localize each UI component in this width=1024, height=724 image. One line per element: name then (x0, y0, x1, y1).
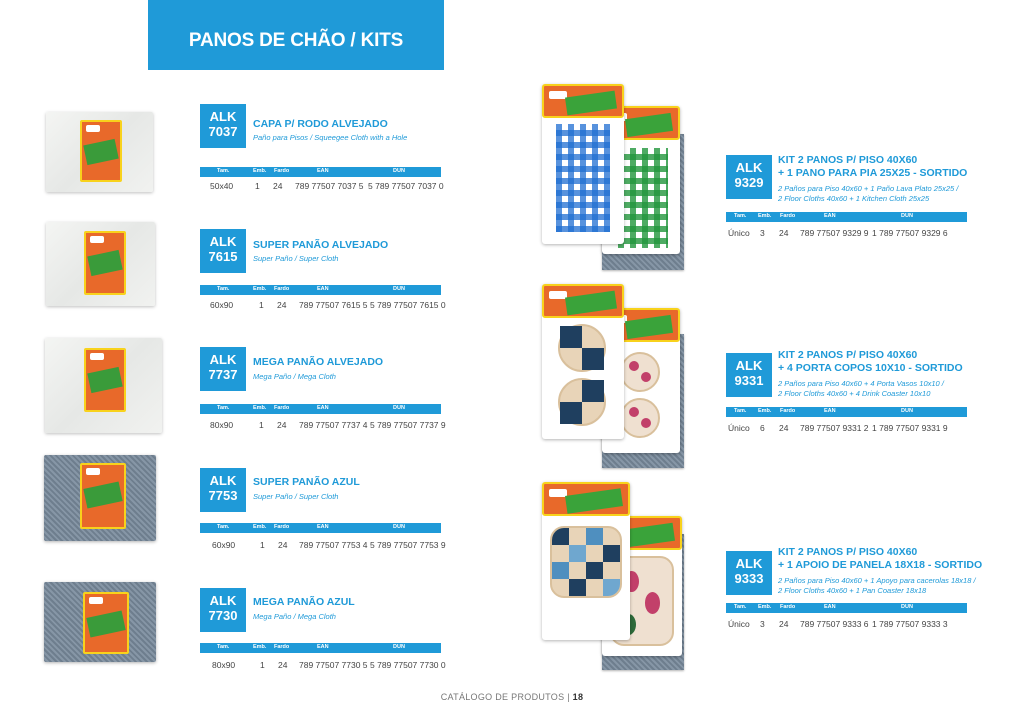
kit-title: + 1 PANO PARA PIA 25X25 - SORTIDO (778, 167, 968, 179)
kit-code-badge: ALK 9333 (726, 551, 772, 595)
product-label-image (84, 231, 126, 295)
product-code-badge: ALK 7615 (200, 229, 246, 273)
product-table-header: Tam. Emb. Fardo EAN DUN (200, 285, 441, 295)
kit-code-badge: ALK 9331 (726, 353, 772, 397)
kit-code-badge: ALK 9329 (726, 155, 772, 199)
kit-photo (542, 482, 692, 672)
product-table-header: Tam. Emb. Fardo EAN DUN (200, 523, 441, 533)
product-subtitle: Paño para Pisos / Squeegee Cloth with a Hole (253, 133, 408, 142)
kit-title: KIT 2 PANOS P/ PISO 40X60 (778, 546, 918, 558)
kit-subtitle: 2 Floor Cloths 40x60 + 1 Pan Coaster 18x18 (778, 586, 927, 595)
product-title: SUPER PANÃO AZUL (253, 476, 360, 488)
product-title: CAPA P/ RODO ALVEJADO (253, 118, 388, 130)
kit-title: + 4 PORTA COPOS 10X10 - SORTIDO (778, 362, 963, 374)
kit-subtitle: 2 Floor Cloths 40x60 + 1 Kitchen Cloth 25x25 (778, 194, 930, 203)
kit-subtitle: 2 Paños para Piso 40x60 + 1 Paño Lava Plato 25x25 / (778, 184, 959, 193)
product-table-row: 50x40 1 24 789 77507 7037 5 5 789 77507 7037 0 (210, 181, 444, 191)
product-title: SUPER PANÃO ALVEJADO (253, 239, 389, 251)
kit-subtitle: 2 Paños para Piso 40x60 + 1 Apoyo para cacerolas 18x18 / (778, 576, 976, 585)
section-title: PANOS DE CHÃO / KITS (188, 30, 404, 51)
product-table-row: 80x90 1 24 789 77507 7730 5 5 789 77507 7730 0 (212, 660, 446, 670)
kit-photo (542, 84, 692, 272)
product-label-image (80, 463, 126, 529)
page-footer (0, 692, 1024, 702)
product-code-badge: ALK 7730 (200, 588, 246, 632)
product-table-header: Tam. Emb. Fardo EAN DUN (200, 404, 441, 414)
section-header (148, 0, 444, 70)
kit-table-header: Tam. Emb. Fardo EAN DUN (726, 212, 967, 222)
product-table-row: 60x90 1 24 789 77507 7753 4 5 789 77507 7753 9 (212, 540, 446, 550)
product-label-image (80, 120, 122, 182)
kit-subtitle: 2 Floor Cloths 40x60 + 4 Drink Coaster 10x10 (778, 389, 931, 398)
product-table-row: 60x90 1 24 789 77507 7615 5 5 789 77507 7615 0 (210, 300, 446, 310)
product-subtitle: Mega Paño / Mega Cloth (253, 372, 336, 381)
kit-table-header: Tam. Emb. Fardo EAN DUN (726, 603, 967, 613)
product-label-image (84, 348, 126, 412)
product-subtitle: Super Paño / Super Cloth (253, 254, 339, 263)
product-label-image (83, 592, 129, 654)
product-subtitle: Super Paño / Super Cloth (253, 492, 339, 501)
kit-title: KIT 2 PANOS P/ PISO 40X60 (778, 154, 918, 166)
product-table-header: Tam. Emb. Fardo EAN DUN (200, 643, 441, 653)
product-table-header: Tam. Emb. Fardo EAN DUN (200, 167, 441, 177)
kit-photo (542, 284, 692, 469)
footer-text: CATÁLOGO DE PRODUTOS | (440, 692, 573, 702)
kit-title: + 1 APOIO DE PANELA 18X18 - SORTIDO (778, 559, 983, 571)
product-title: MEGA PANÃO ALVEJADO (253, 356, 384, 368)
product-title: MEGA PANÃO AZUL (253, 596, 355, 608)
product-code-badge: ALK 7037 (200, 104, 246, 148)
kit-table-row: Único 3 24 789 77507 9329 9 1 789 77507 9329 6 (728, 228, 948, 238)
page-number: 18 (572, 692, 584, 702)
product-subtitle: Mega Paño / Mega Cloth (253, 612, 336, 621)
kit-table-header: Tam. Emb. Fardo EAN DUN (726, 407, 967, 417)
kit-title: KIT 2 PANOS P/ PISO 40X60 (778, 349, 918, 361)
product-code-badge: ALK 7753 (200, 468, 246, 512)
product-code-badge: ALK 7737 (200, 347, 246, 391)
kit-subtitle: 2 Paños para Piso 40x60 + 4 Porta Vasos 10x10 / (778, 379, 944, 388)
kit-table-row: Único 3 24 789 77507 9333 6 1 789 77507 9333 3 (728, 619, 948, 629)
product-table-row: 80x90 1 24 789 77507 7737 4 5 789 77507 7737 9 (210, 420, 446, 430)
kit-table-row: Único 6 24 789 77507 9331 2 1 789 77507 9331 9 (728, 423, 948, 433)
